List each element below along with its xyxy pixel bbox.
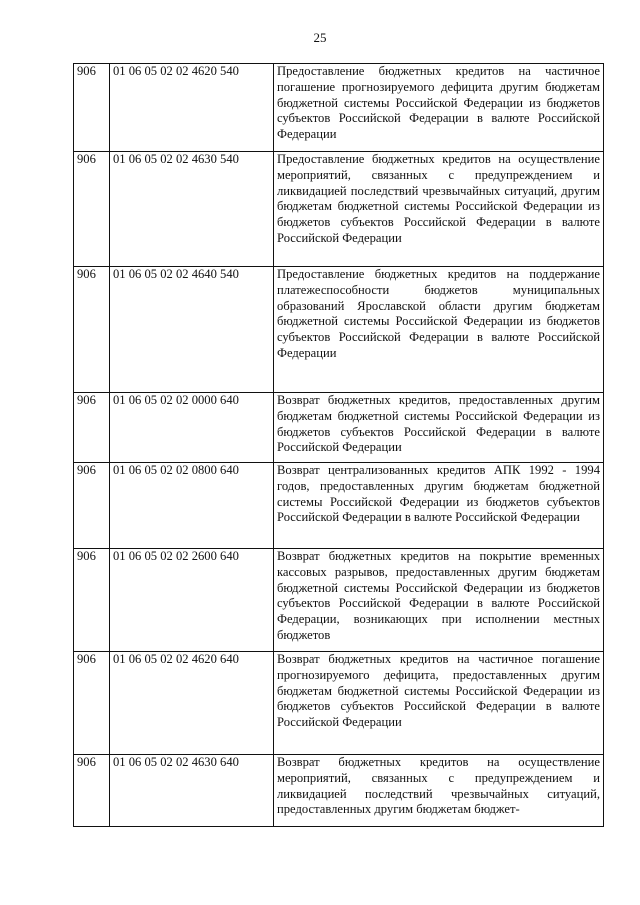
- admin-code-cell: 906: [74, 64, 110, 152]
- budget-code-cell: 01 06 05 02 02 0800 640: [110, 463, 274, 549]
- admin-code-cell: 906: [74, 549, 110, 652]
- table-row: [74, 755, 604, 827]
- description-cell: Возврат бюджетных кредитов, предоставленных другим бюджетам бюджетной системы Российской Федерации из бюджетов субъектов Российской Федерации в валюте Российской Федерации: [274, 393, 604, 463]
- budget-code-cell: 01 06 05 02 02 4630 540: [110, 152, 274, 267]
- description-cell: Предоставление бюджетных кредитов на осуществление мероприятий, связанных с предупреждением и ликвидацией последствий чрезвычайных ситуаций, другим бюджетам бюджетной системы Российской Федерации из бюджетов субъектов Российской Федерации в валюте Российской Федерации: [274, 152, 604, 267]
- table-row: [74, 463, 604, 549]
- budget-code-cell: 01 06 05 02 02 4630 640: [110, 755, 274, 827]
- budget-classification-table: [73, 63, 604, 827]
- description-cell: Возврат централизованных кредитов АПК 1992 - 1994 годов, предоставленных другим бюджетам бюджетной системы Российской Федерации из бюджетов субъектов Российской Федерации в валюте Российской Федерации: [274, 463, 604, 549]
- budget-code-cell: 01 06 05 02 02 4620 540: [110, 64, 274, 152]
- table-row: [74, 267, 604, 393]
- budget-code-cell: 01 06 05 02 02 2600 640: [110, 549, 274, 652]
- admin-code-cell: 906: [74, 463, 110, 549]
- table-row: [74, 64, 604, 152]
- description-cell: Возврат бюджетных кредитов на осуществление мероприятий, связанных с предупреждением и ликвидацией последствий чрезвычайных ситуаций, предоставленных другим бюджетам бюджет-: [274, 755, 604, 827]
- table-row: [74, 652, 604, 755]
- budget-code-cell: 01 06 05 02 02 4640 540: [110, 267, 274, 393]
- admin-code-cell: 906: [74, 267, 110, 393]
- budget-code-cell: 01 06 05 02 02 0000 640: [110, 393, 274, 463]
- admin-code-cell: 906: [74, 393, 110, 463]
- admin-code-cell: 906: [74, 152, 110, 267]
- description-cell: Предоставление бюджетных кредитов на поддержание платежеспособности бюджетов муниципальных образований Ярославской области другим бюджетам бюджетной системы Российской Федерации из бюджетов субъектов Российской Федерации в валюте Российской Федерации: [274, 267, 604, 393]
- table-row: [74, 549, 604, 652]
- page-number: 25: [313, 30, 327, 45]
- admin-code-cell: 906: [74, 755, 110, 827]
- description-cell: Возврат бюджетных кредитов на частичное погашение прогнозируемого дефицита, предоставленных другим бюджетам бюджетной системы Российской Федерации из бюджетов субъектов Российской Федерации в валюте Российской Федерации: [274, 652, 604, 755]
- description-cell: Возврат бюджетных кредитов на покрытие временных кассовых разрывов, предоставленных другим бюджетам бюджетной системы Российской Федерации из бюджетов субъектов Российской Федерации в валюте Российской Федерации, возникающих при исполнении местных бюджетов: [274, 549, 604, 652]
- budget-code-cell: 01 06 05 02 02 4620 640: [110, 652, 274, 755]
- admin-code-cell: 906: [74, 652, 110, 755]
- table-row: [74, 152, 604, 267]
- table-row: [74, 393, 604, 463]
- description-cell: Предоставление бюджетных кредитов на частичное погашение прогнозируемого дефицита другим бюджетам бюджетной системы Российской Федерации из бюджетов субъектов Российской Федерации в валюте Российской Федерации: [274, 64, 604, 152]
